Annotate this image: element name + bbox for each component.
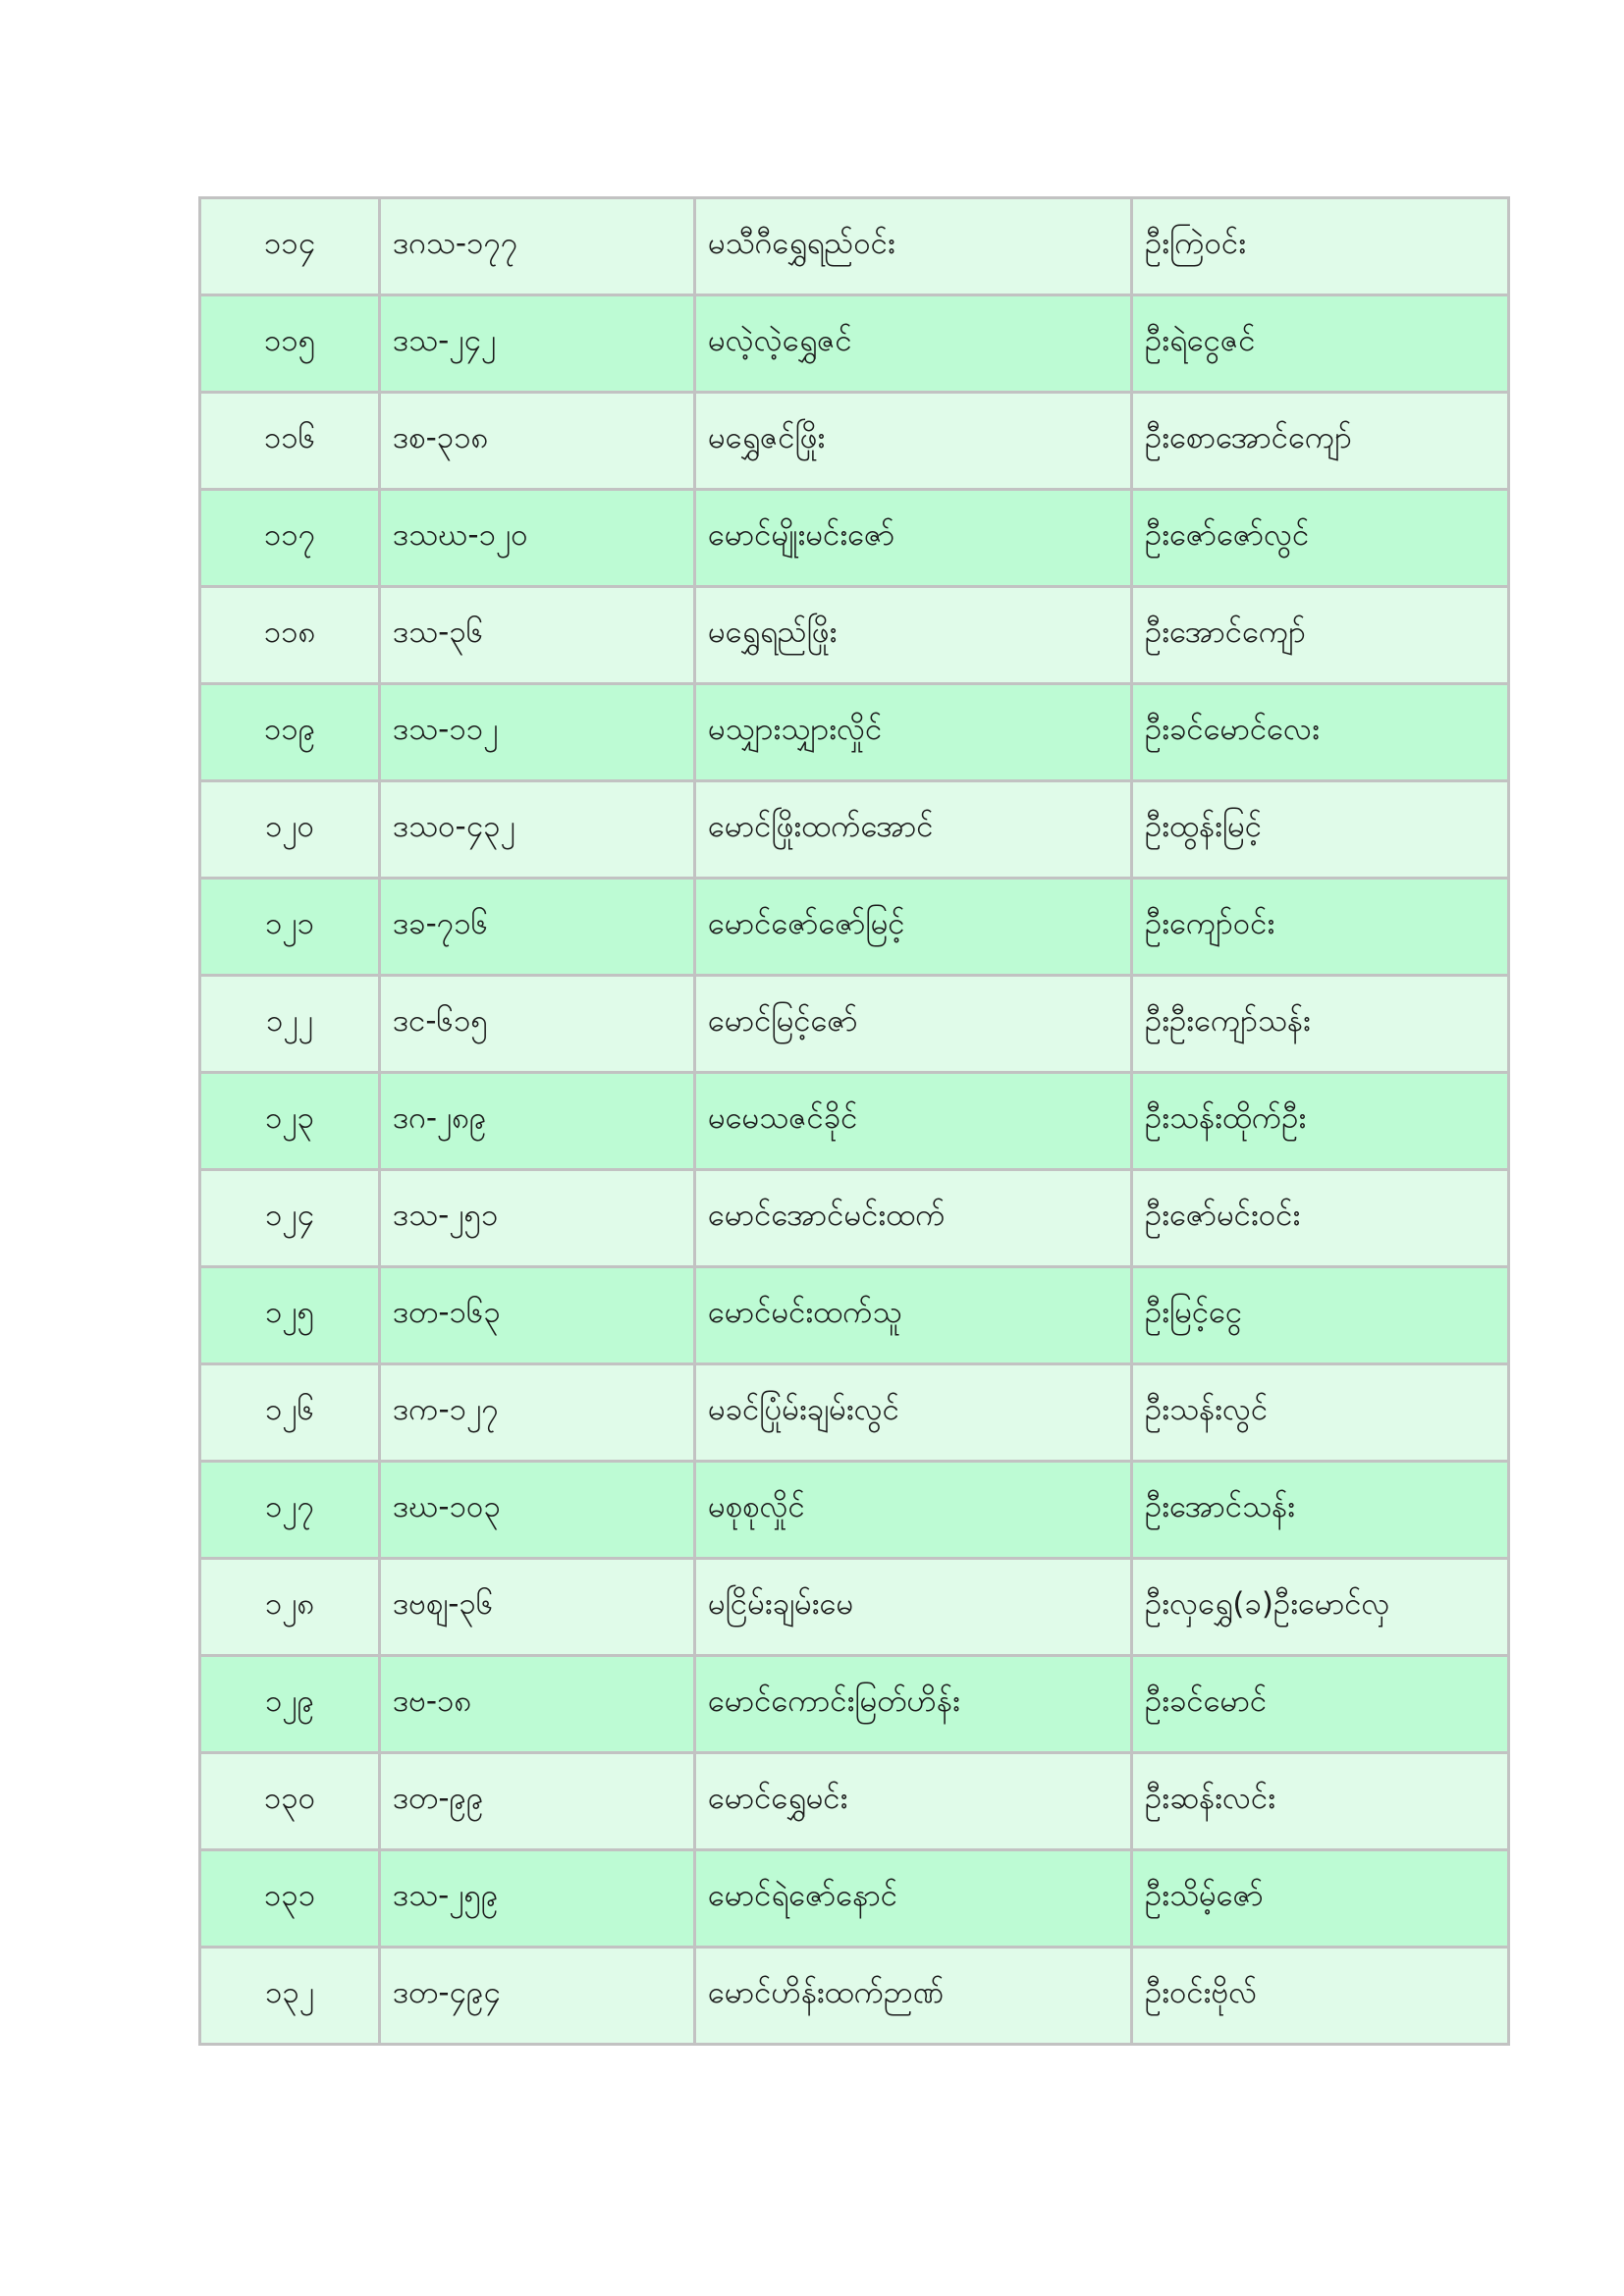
table-row — [200, 781, 1509, 879]
father-name-cell: ဦးခင်မောင်လေး — [1132, 684, 1509, 781]
table-row — [200, 1753, 1509, 1850]
row-number-cell: ၁၂၆ — [200, 1364, 380, 1462]
father-name-cell: ဦးကျော်ဝင်း — [1132, 879, 1509, 976]
student-name-cell: မောင်မြင့်ဇော် — [695, 976, 1132, 1073]
student-name-cell: မောင်မင်းထက်သူ — [695, 1267, 1132, 1364]
father-name-cell: ဦးသန်းထိုက်ဦး — [1132, 1073, 1509, 1170]
student-name-cell: မောင်မျိုးမင်းဇော် — [695, 490, 1132, 587]
table-row — [200, 1948, 1509, 2045]
father-name-cell: ဦးကြဲဝင်း — [1132, 198, 1509, 295]
student-name-cell: မသျှားသျှားလှိုင် — [695, 684, 1132, 781]
registration-number-cell: ဒဗ-၁၈ — [380, 1656, 695, 1753]
student-name-cell: မောင်ရွှေမင်း — [695, 1753, 1132, 1850]
registration-number-cell: ဒသဝ-၄၃၂ — [380, 781, 695, 879]
registration-number-cell: ဒခ-၇၁၆ — [380, 879, 695, 976]
table-row — [200, 1267, 1509, 1364]
table-row — [200, 976, 1509, 1073]
registration-number-cell: ဒသဃ-၁၂၀ — [380, 490, 695, 587]
row-number-cell: ၁၂၉ — [200, 1656, 380, 1753]
table-row — [200, 1364, 1509, 1462]
student-name-cell: မောင်ကောင်းမြတ်ဟိန်း — [695, 1656, 1132, 1753]
registration-number-cell: ဒတ-၉၉ — [380, 1753, 695, 1850]
row-number-cell: ၁၁၉ — [200, 684, 380, 781]
registration-number-cell: ဒက-၁၂၇ — [380, 1364, 695, 1462]
table-row — [200, 1073, 1509, 1170]
student-name-cell: မခင်ပြုံမ်းချမ်းလွင် — [695, 1364, 1132, 1462]
row-number-cell: ၁၃၂ — [200, 1948, 380, 2045]
registration-number-cell: ဒင-၆၁၅ — [380, 976, 695, 1073]
student-name-cell: မလဲ့လဲ့ရွှေဇင် — [695, 295, 1132, 393]
row-number-cell: ၁၂၄ — [200, 1170, 380, 1267]
father-name-cell: ဦးဇော်မင်းဝင်း — [1132, 1170, 1509, 1267]
table-row — [200, 1462, 1509, 1559]
father-name-cell: ဦးရဲငွေဇင် — [1132, 295, 1509, 393]
registration-number-cell: ဒသ-၂၅၁ — [380, 1170, 695, 1267]
row-number-cell: ၁၁၅ — [200, 295, 380, 393]
father-name-cell: ဦးထွန်းမြင့် — [1132, 781, 1509, 879]
student-name-cell: မမေသဇင်ခိုင် — [695, 1073, 1132, 1170]
table-row — [200, 1170, 1509, 1267]
table-row — [200, 684, 1509, 781]
father-name-cell: ဦးဝင်းဗိုလ် — [1132, 1948, 1509, 2045]
student-name-cell: မောင်ဖြိုးထက်အောင် — [695, 781, 1132, 879]
table-row — [200, 879, 1509, 976]
row-number-cell: ၁၂၅ — [200, 1267, 380, 1364]
student-name-cell: မငြိမ်းချမ်းမေ — [695, 1559, 1132, 1656]
table-row — [200, 1656, 1509, 1753]
father-name-cell: ဦးသန်းလွင် — [1132, 1364, 1509, 1462]
registration-number-cell: ဒသ-၂၅၉ — [380, 1850, 695, 1948]
father-name-cell: ဦးဦးကျော်သန်း — [1132, 976, 1509, 1073]
row-number-cell: ၁၂၀ — [200, 781, 380, 879]
student-name-cell: မောင်ဟိန်းထက်ဉာဏ် — [695, 1948, 1132, 2045]
registration-number-cell: ဒဗစျ-၃၆ — [380, 1559, 695, 1656]
registration-number-cell: ဒဃ-၁၀၃ — [380, 1462, 695, 1559]
father-name-cell: ဦးဇော်ဇော်လွင် — [1132, 490, 1509, 587]
row-number-cell: ၁၁၄ — [200, 198, 380, 295]
father-name-cell: ဦးအောင်သန်း — [1132, 1462, 1509, 1559]
row-number-cell: ၁၂၈ — [200, 1559, 380, 1656]
row-number-cell: ၁၂၂ — [200, 976, 380, 1073]
row-number-cell: ၁၁၆ — [200, 393, 380, 490]
father-name-cell: ဦးဆန်းလင်း — [1132, 1753, 1509, 1850]
father-name-cell: ဦးခင်မောင် — [1132, 1656, 1509, 1753]
table-row — [200, 393, 1509, 490]
registration-number-cell: ဒစ-၃၁၈ — [380, 393, 695, 490]
row-number-cell: ၁၃၁ — [200, 1850, 380, 1948]
table-row — [200, 198, 1509, 295]
table-body — [200, 198, 1509, 2045]
student-name-cell: မသီဂီရွှေရည်ဝင်း — [695, 198, 1132, 295]
registration-number-cell: ဒတ-၄၉၄ — [380, 1948, 695, 2045]
student-name-cell: မစုစုလှိုင် — [695, 1462, 1132, 1559]
father-name-cell: ဦးမြင့်ငွေ — [1132, 1267, 1509, 1364]
table-row — [200, 490, 1509, 587]
row-number-cell: ၁၂၁ — [200, 879, 380, 976]
table-row — [200, 295, 1509, 393]
table-row — [200, 1559, 1509, 1656]
father-name-cell: ဦးသိမ့်ဇော် — [1132, 1850, 1509, 1948]
row-number-cell: ၁၂၃ — [200, 1073, 380, 1170]
student-name-cell: မရွှေဇင်ဖြိုး — [695, 393, 1132, 490]
registration-number-cell: ဒသ-၂၄၂ — [380, 295, 695, 393]
row-number-cell: ၁၁၈ — [200, 587, 380, 684]
registration-number-cell: ဒဂ-၂၈၉ — [380, 1073, 695, 1170]
table-row — [200, 587, 1509, 684]
registration-number-cell: ဒတ-၁၆၃ — [380, 1267, 695, 1364]
student-name-cell: မောင်အောင်မင်းထက် — [695, 1170, 1132, 1267]
registration-number-cell: ဒသ-၃၆ — [380, 587, 695, 684]
registration-number-cell: ဒသ-၁၁၂ — [380, 684, 695, 781]
registration-number-cell: ဒဂသ-၁၇၇ — [380, 198, 695, 295]
father-name-cell: ဦးလှရွှေ(ခ)ဦးမောင်လှ — [1132, 1559, 1509, 1656]
table-row — [200, 1850, 1509, 1948]
row-number-cell: ၁၁၇ — [200, 490, 380, 587]
student-name-cell: မရွှေရည်ဖြိုး — [695, 587, 1132, 684]
father-name-cell: ဦးအောင်ကျော် — [1132, 587, 1509, 684]
student-list-table — [198, 196, 1510, 2046]
row-number-cell: ၁၂၇ — [200, 1462, 380, 1559]
student-name-cell: မောင်ဇော်ဇော်မြင့် — [695, 879, 1132, 976]
father-name-cell: ဦးစောအောင်ကျော် — [1132, 393, 1509, 490]
row-number-cell: ၁၃၀ — [200, 1753, 380, 1850]
student-name-cell: မောင်ရဲဇော်နောင် — [695, 1850, 1132, 1948]
